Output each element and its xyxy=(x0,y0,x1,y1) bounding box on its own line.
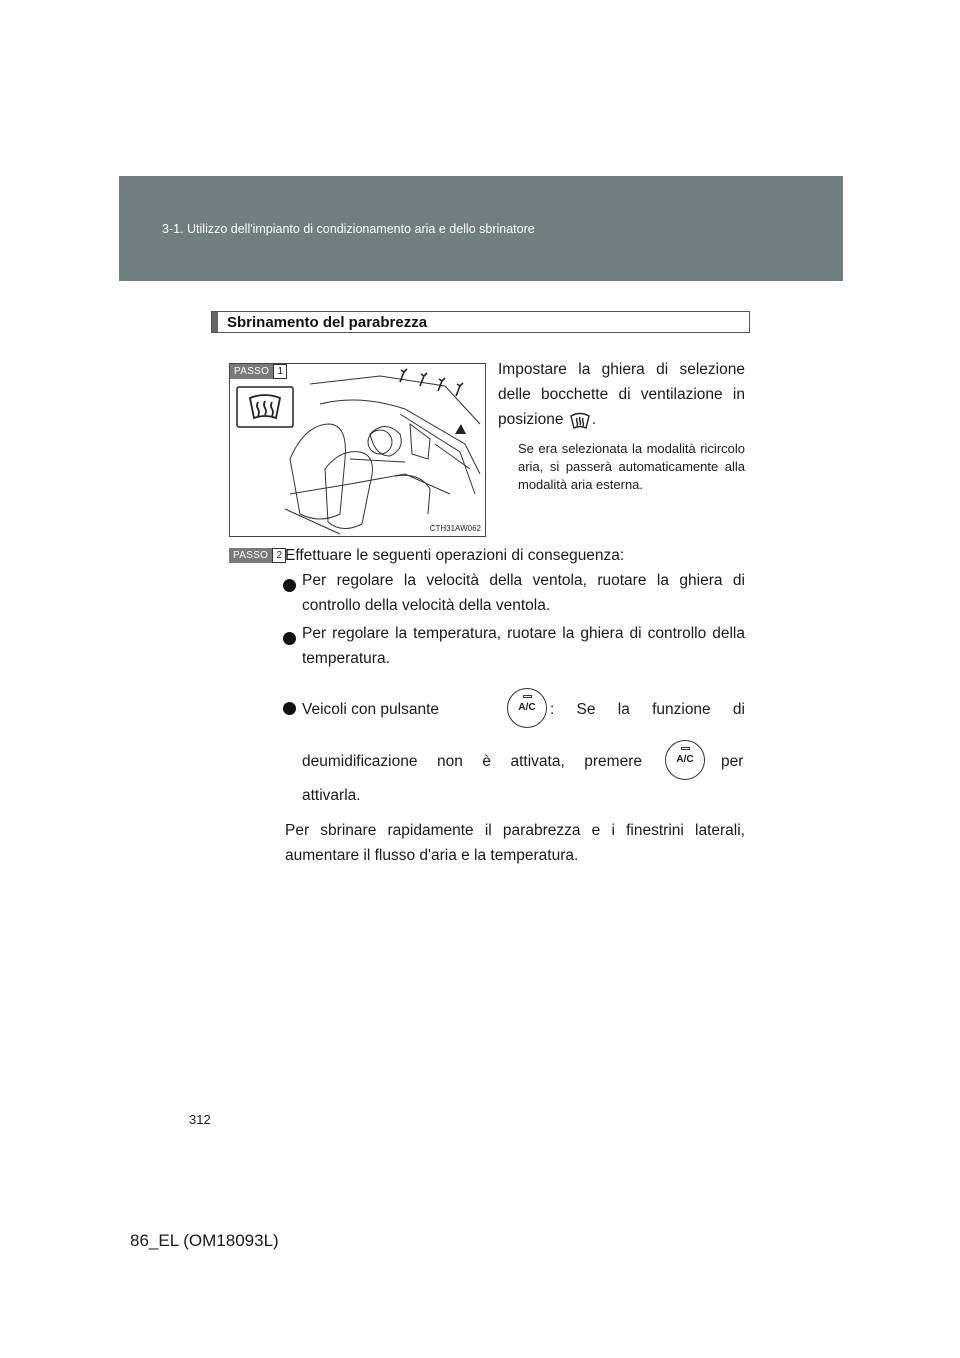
bullet-ac-text-3: deumidificazione non è attivata, premere xyxy=(302,753,642,770)
step1-note: Se era selezionata la modalità ricircolo aria, si passerà automaticamente alla modalità aria esterna. xyxy=(518,441,745,492)
step-badge-word: PASSO xyxy=(230,364,273,379)
ac-button-icon xyxy=(507,688,547,728)
car-interior-drawing xyxy=(230,364,486,537)
ac-button-icon xyxy=(665,740,705,780)
bullet-icon xyxy=(283,632,296,645)
bullet-ac-text-1: Veicoli con pulsante xyxy=(302,701,440,718)
figure-code: CTH31AW062 xyxy=(429,524,481,533)
closing-paragraph: Per sbrinare rapidamente il parabrezza e i finestrini laterali, aumentare il flusso d'aria e la temperatura. xyxy=(285,822,745,864)
bullet-fan-speed: Per regolare la velocità della ventola, ruotare la ghiera di controllo della velocità della ventola. xyxy=(302,572,745,614)
chapter-header xyxy=(119,176,843,281)
step1-text-end: . xyxy=(591,411,597,428)
step-badge-number: 2 xyxy=(272,548,286,563)
step-badge-number: 1 xyxy=(273,364,287,379)
step2-intro: Effettuare le seguenti operazioni di conseguenza: xyxy=(285,547,625,564)
section-accent xyxy=(212,312,218,332)
step1-instruction xyxy=(498,357,745,432)
defrost-symbol-icon xyxy=(568,410,592,430)
step1-text: Impostare la ghiera di selezione delle bocchette di ventilazione in posizione xyxy=(498,361,745,428)
section-heading xyxy=(211,311,750,333)
page-number: 312 xyxy=(189,1112,211,1127)
ac-label: A/C xyxy=(676,754,694,765)
ac-label: A/C xyxy=(518,702,536,713)
ac-indicator xyxy=(681,747,690,750)
ac-indicator xyxy=(523,695,532,698)
bullet-ac-text-4: per xyxy=(721,753,744,770)
bullet-temperature: Per regolare la temperatura, ruotare la ghiera di controllo della temperatura. xyxy=(302,625,745,667)
step2-badge xyxy=(229,548,286,563)
section-title: Sbrinamento del parabrezza xyxy=(227,314,428,331)
document-code: 86_EL (OM18093L) xyxy=(130,1231,279,1250)
step1-illustration xyxy=(229,363,486,537)
bullet-icon xyxy=(283,702,296,715)
bullet-icon xyxy=(283,579,296,592)
bullet-ac-text-5: attivarla. xyxy=(302,787,361,804)
breadcrumb: 3-1. Utilizzo dell'impianto di condizionamento aria e dello sbrinatore xyxy=(162,222,535,236)
bullet-ac-text-2: : Se la funzione di xyxy=(550,701,745,718)
step-badge-word: PASSO xyxy=(229,548,272,563)
